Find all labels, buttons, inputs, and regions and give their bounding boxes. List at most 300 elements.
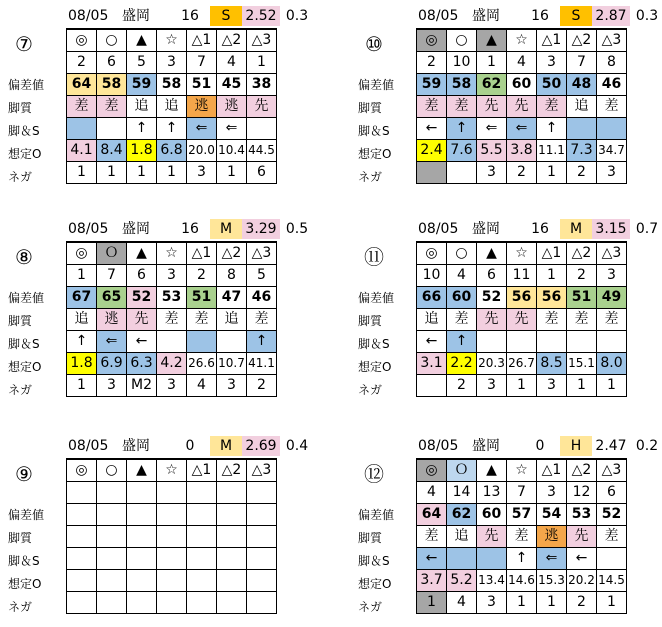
cell-neg: 1 bbox=[217, 162, 247, 184]
cell-style: 差 bbox=[537, 309, 567, 331]
cell-marks: ☆ bbox=[157, 29, 187, 52]
cell-marks: Ｏ bbox=[97, 242, 127, 265]
cell-legs bbox=[157, 331, 187, 353]
cell-neg: 1 bbox=[417, 592, 447, 614]
cell-legs bbox=[247, 118, 277, 140]
cell-odds: 13.4 bbox=[477, 570, 507, 592]
cell-legs bbox=[97, 118, 127, 140]
cell-legs bbox=[97, 548, 127, 570]
race-panel bbox=[6, 4, 316, 192]
header-venue: 盛岡 bbox=[472, 8, 500, 24]
race-panel bbox=[356, 217, 662, 405]
cell-marks: ◎ bbox=[67, 242, 97, 265]
cell-dev: 51 bbox=[187, 74, 217, 96]
cell-style: 追 bbox=[127, 96, 157, 118]
cell-marks: △3 bbox=[597, 242, 627, 265]
cell-legs bbox=[537, 331, 567, 353]
cell-neg: 4 bbox=[187, 375, 217, 397]
cell-style: 先 bbox=[477, 309, 507, 331]
cell-dev: 48 bbox=[567, 74, 597, 96]
cell-neg: 3 bbox=[597, 162, 627, 184]
race-panel bbox=[6, 434, 316, 622]
cell-legs bbox=[247, 548, 277, 570]
cell-nums: 11 bbox=[507, 265, 537, 287]
cell-legs bbox=[447, 548, 477, 570]
row-label: 偏差値 bbox=[358, 78, 395, 92]
cell-style: 差 bbox=[97, 96, 127, 118]
header-date: 08/05 bbox=[68, 438, 109, 454]
cell-neg: 3 bbox=[97, 375, 127, 397]
prediction-table bbox=[416, 458, 627, 614]
cell-legs bbox=[477, 548, 507, 570]
cell-dev: 54 bbox=[537, 504, 567, 526]
header-val1: 2.87 bbox=[592, 6, 630, 26]
cell-nums: 12 bbox=[567, 482, 597, 504]
cell-nums: 1 bbox=[67, 265, 97, 287]
cell-dev: 56 bbox=[507, 287, 537, 309]
panel-header bbox=[6, 4, 316, 28]
cell-marks: ☆ bbox=[507, 242, 537, 265]
cell-legs: ↑ bbox=[127, 118, 157, 140]
cell-marks: ▲ bbox=[477, 459, 507, 482]
cell-dev: 58 bbox=[447, 74, 477, 96]
cell-odds: 1.8 bbox=[127, 140, 157, 162]
header-venue: 盛岡 bbox=[472, 221, 500, 237]
cell-legs bbox=[477, 331, 507, 353]
cell-nums bbox=[67, 482, 97, 504]
cell-neg bbox=[187, 592, 217, 614]
row-label: 偏差値 bbox=[8, 508, 45, 522]
cell-style: 差 bbox=[507, 526, 537, 548]
cell-legs bbox=[187, 331, 217, 353]
cell-style: 逃 bbox=[187, 96, 217, 118]
race-number: ⑪ bbox=[364, 245, 384, 269]
row-label: 脚＆S bbox=[8, 124, 40, 138]
cell-nums: 14 bbox=[447, 482, 477, 504]
cell-dev: 51 bbox=[187, 287, 217, 309]
cell-nums bbox=[247, 482, 277, 504]
cell-marks: ◎ bbox=[67, 29, 97, 52]
cell-nums: 3 bbox=[537, 52, 567, 74]
cell-marks: △3 bbox=[597, 459, 627, 482]
cell-nums: 7 bbox=[187, 52, 217, 74]
cell-neg: 3 bbox=[477, 162, 507, 184]
header-count: 16 bbox=[531, 8, 549, 24]
header-val1: 2.47 bbox=[595, 438, 627, 454]
cell-style: 追 bbox=[67, 309, 97, 331]
cell-style: 差 bbox=[67, 96, 97, 118]
header-date: 08/05 bbox=[68, 221, 109, 237]
cell-odds: 26.7 bbox=[507, 353, 537, 375]
cell-dev: 56 bbox=[537, 287, 567, 309]
cell-nums: 3 bbox=[157, 52, 187, 74]
row-label: 脚＆S bbox=[8, 337, 40, 351]
cell-style: 差 bbox=[187, 309, 217, 331]
cell-odds: 15.3 bbox=[537, 570, 567, 592]
cell-odds: 2.2 bbox=[447, 353, 477, 375]
cell-legs bbox=[157, 548, 187, 570]
cell-odds bbox=[217, 570, 247, 592]
cell-style: 差 bbox=[157, 309, 187, 331]
cell-neg bbox=[127, 592, 157, 614]
cell-dev: 57 bbox=[507, 504, 537, 526]
cell-odds bbox=[97, 570, 127, 592]
cell-nums: 1 bbox=[477, 52, 507, 74]
cell-marks: ▲ bbox=[127, 242, 157, 265]
cell-marks: ☆ bbox=[507, 29, 537, 52]
cell-dev: 59 bbox=[417, 74, 447, 96]
cell-dev: 62 bbox=[447, 504, 477, 526]
row-label: 偏差値 bbox=[8, 291, 45, 305]
cell-dev: 50 bbox=[537, 74, 567, 96]
cell-legs bbox=[507, 331, 537, 353]
cell-odds: 14.5 bbox=[597, 570, 627, 592]
cell-marks: △2 bbox=[217, 459, 247, 482]
cell-legs bbox=[217, 331, 247, 353]
header-val2: 0.3 bbox=[635, 8, 659, 24]
cell-style: 逃 bbox=[217, 96, 247, 118]
prediction-table bbox=[66, 28, 277, 184]
cell-marks: ○ bbox=[447, 242, 477, 265]
header-date: 08/05 bbox=[68, 8, 109, 24]
cell-marks: ○ bbox=[97, 459, 127, 482]
cell-neg: 3 bbox=[157, 375, 187, 397]
cell-odds: 41.1 bbox=[247, 353, 277, 375]
cell-marks: △1 bbox=[187, 242, 217, 265]
cell-style bbox=[217, 526, 247, 548]
header-val1: 2.69 bbox=[242, 436, 280, 456]
cell-style: 差 bbox=[597, 96, 627, 118]
cell-marks: △1 bbox=[187, 29, 217, 52]
cell-nums: 2 bbox=[67, 52, 97, 74]
header-grade: M bbox=[210, 436, 242, 456]
header-grade: H bbox=[560, 436, 592, 456]
cell-marks: △1 bbox=[537, 242, 567, 265]
cell-nums bbox=[127, 482, 157, 504]
cell-nums: 8 bbox=[217, 265, 247, 287]
row-label: 偏差値 bbox=[8, 78, 45, 92]
cell-legs: ↑ bbox=[447, 331, 477, 353]
cell-marks: ○ bbox=[447, 29, 477, 52]
cell-style: 逃 bbox=[537, 526, 567, 548]
cell-odds: 5.5 bbox=[477, 140, 507, 162]
cell-style: 追 bbox=[217, 309, 247, 331]
cell-legs: ↑ bbox=[447, 118, 477, 140]
header-count: 16 bbox=[181, 8, 199, 24]
cell-dev: 52 bbox=[477, 287, 507, 309]
header-grade: M bbox=[560, 219, 592, 239]
cell-dev: 58 bbox=[97, 74, 127, 96]
cell-marks: △3 bbox=[247, 459, 277, 482]
cell-dev: 52 bbox=[127, 287, 157, 309]
cell-neg: 1 bbox=[67, 375, 97, 397]
cell-dev: 53 bbox=[567, 504, 597, 526]
cell-dev bbox=[157, 504, 187, 526]
cell-neg: 4 bbox=[447, 592, 477, 614]
cell-style: 差 bbox=[447, 309, 477, 331]
cell-marks: Ｏ bbox=[447, 459, 477, 482]
cell-style: 先 bbox=[567, 526, 597, 548]
header-venue: 盛岡 bbox=[122, 221, 150, 237]
cell-legs: ← bbox=[417, 118, 447, 140]
cell-legs bbox=[597, 548, 627, 570]
row-label: 偏差値 bbox=[358, 508, 395, 522]
row-label: 想定O bbox=[8, 360, 42, 374]
cell-style bbox=[127, 526, 157, 548]
header-venue: 盛岡 bbox=[472, 438, 500, 454]
race-number: ⑩ bbox=[365, 32, 383, 56]
cell-neg: 6 bbox=[247, 162, 277, 184]
cell-style bbox=[97, 526, 127, 548]
cell-legs: ↑ bbox=[157, 118, 187, 140]
cell-nums: 4 bbox=[417, 482, 447, 504]
cell-dev bbox=[217, 504, 247, 526]
cell-odds bbox=[127, 570, 157, 592]
cell-legs: ⇐ bbox=[477, 118, 507, 140]
cell-dev bbox=[127, 504, 157, 526]
cell-style: 差 bbox=[597, 309, 627, 331]
cell-marks: ▲ bbox=[477, 29, 507, 52]
cell-neg: 2 bbox=[247, 375, 277, 397]
cell-legs: ↑ bbox=[507, 548, 537, 570]
cell-odds: 14.6 bbox=[507, 570, 537, 592]
cell-neg: 3 bbox=[187, 162, 217, 184]
cell-odds: 6.9 bbox=[97, 353, 127, 375]
cell-nums: 2 bbox=[187, 265, 217, 287]
cell-nums: 3 bbox=[597, 265, 627, 287]
row-label: 脚＆S bbox=[358, 124, 390, 138]
row-label: 偏差値 bbox=[358, 291, 395, 305]
cell-style: 差 bbox=[247, 309, 277, 331]
cell-dev bbox=[187, 504, 217, 526]
cell-marks: ☆ bbox=[157, 459, 187, 482]
cell-legs bbox=[127, 548, 157, 570]
cell-style: 先 bbox=[127, 309, 157, 331]
race-number: ⑨ bbox=[15, 462, 33, 486]
row-label: ネガ bbox=[358, 170, 383, 184]
cell-legs bbox=[597, 118, 627, 140]
cell-marks: ◎ bbox=[417, 242, 447, 265]
cell-nums: 6 bbox=[477, 265, 507, 287]
cell-style: 追 bbox=[567, 96, 597, 118]
prediction-table bbox=[66, 241, 277, 397]
cell-style: 追 bbox=[417, 309, 447, 331]
cell-neg: 2 bbox=[447, 375, 477, 397]
cell-odds: 4.1 bbox=[67, 140, 97, 162]
cell-marks: ◎ bbox=[417, 29, 447, 52]
cell-nums: 6 bbox=[127, 265, 157, 287]
cell-neg: 3 bbox=[537, 375, 567, 397]
cell-odds: 20.3 bbox=[477, 353, 507, 375]
cell-dev: 60 bbox=[507, 74, 537, 96]
cell-style: 追 bbox=[447, 526, 477, 548]
cell-odds: 2.4 bbox=[417, 140, 447, 162]
cell-style bbox=[157, 526, 187, 548]
cell-neg: 1 bbox=[597, 592, 627, 614]
cell-dev: 49 bbox=[597, 287, 627, 309]
cell-style bbox=[67, 526, 97, 548]
cell-neg: 1 bbox=[127, 162, 157, 184]
cell-dev bbox=[97, 504, 127, 526]
prediction-table bbox=[66, 458, 277, 614]
panel-header bbox=[356, 434, 662, 458]
cell-nums: 8 bbox=[597, 52, 627, 74]
cell-neg: 2 bbox=[567, 592, 597, 614]
cell-neg: M2 bbox=[127, 375, 157, 397]
cell-legs bbox=[67, 118, 97, 140]
cell-odds: 6.3 bbox=[127, 353, 157, 375]
cell-legs: ← bbox=[417, 331, 447, 353]
cell-dev bbox=[67, 504, 97, 526]
cell-nums: 6 bbox=[597, 482, 627, 504]
header-venue: 盛岡 bbox=[122, 8, 150, 24]
cell-dev: 53 bbox=[157, 287, 187, 309]
cell-odds: 10.7 bbox=[217, 353, 247, 375]
cell-legs: ← bbox=[127, 331, 157, 353]
row-label: 想定O bbox=[358, 147, 392, 161]
cell-odds: 8.0 bbox=[597, 353, 627, 375]
cell-style: 差 bbox=[537, 96, 567, 118]
cell-odds: 7.6 bbox=[447, 140, 477, 162]
cell-dev: 38 bbox=[247, 74, 277, 96]
cell-legs bbox=[187, 548, 217, 570]
cell-neg: 1 bbox=[97, 162, 127, 184]
cell-legs: ↑ bbox=[537, 118, 567, 140]
cell-legs bbox=[597, 331, 627, 353]
header-count: 0 bbox=[185, 438, 195, 454]
cell-legs bbox=[217, 548, 247, 570]
cell-odds: 7.3 bbox=[567, 140, 597, 162]
cell-marks: △2 bbox=[567, 459, 597, 482]
cell-nums: 7 bbox=[567, 52, 597, 74]
cell-nums: 10 bbox=[447, 52, 477, 74]
header-count: 16 bbox=[181, 221, 199, 237]
cell-odds bbox=[157, 570, 187, 592]
cell-legs: ↑ bbox=[67, 331, 97, 353]
panel-header bbox=[6, 217, 316, 241]
cell-dev: 46 bbox=[247, 287, 277, 309]
cell-marks: △1 bbox=[537, 29, 567, 52]
cell-marks: △3 bbox=[247, 242, 277, 265]
cell-odds: 1.8 bbox=[67, 353, 97, 375]
cell-odds: 34.7 bbox=[597, 140, 627, 162]
cell-neg: 1 bbox=[537, 162, 567, 184]
cell-odds: 3.8 bbox=[507, 140, 537, 162]
cell-style: 差 bbox=[417, 526, 447, 548]
cell-nums bbox=[97, 482, 127, 504]
cell-neg: 2 bbox=[567, 162, 597, 184]
cell-style: 追 bbox=[157, 96, 187, 118]
cell-marks: ◎ bbox=[417, 459, 447, 482]
cell-neg bbox=[447, 162, 477, 184]
header-val2: 0.2 bbox=[635, 438, 659, 454]
cell-style bbox=[247, 526, 277, 548]
cell-neg: 1 bbox=[507, 592, 537, 614]
cell-style: 先 bbox=[507, 309, 537, 331]
header-grade: S bbox=[210, 6, 242, 26]
cell-marks: △1 bbox=[537, 459, 567, 482]
cell-neg: 1 bbox=[597, 375, 627, 397]
cell-nums: 4 bbox=[447, 265, 477, 287]
header-venue: 盛岡 bbox=[122, 438, 150, 454]
header-val2: 0.3 bbox=[285, 8, 309, 24]
cell-nums: 4 bbox=[507, 52, 537, 74]
cell-legs: ⇐ bbox=[507, 118, 537, 140]
cell-nums: 5 bbox=[247, 265, 277, 287]
cell-odds: 3.1 bbox=[417, 353, 447, 375]
row-label: ネガ bbox=[8, 600, 33, 614]
cell-marks: ◎ bbox=[67, 459, 97, 482]
row-label: ネガ bbox=[358, 383, 383, 397]
cell-odds: 8.4 bbox=[97, 140, 127, 162]
panel-header bbox=[6, 434, 316, 458]
cell-odds: 10.4 bbox=[217, 140, 247, 162]
cell-neg bbox=[417, 375, 447, 397]
cell-marks: ▲ bbox=[127, 29, 157, 52]
cell-nums bbox=[187, 482, 217, 504]
cell-odds: 44.5 bbox=[247, 140, 277, 162]
cell-neg: 2 bbox=[507, 162, 537, 184]
cell-dev: 62 bbox=[477, 74, 507, 96]
row-label: 脚質 bbox=[358, 101, 383, 115]
cell-neg: 1 bbox=[507, 375, 537, 397]
row-label: 想定O bbox=[358, 577, 392, 591]
cell-style: 逃 bbox=[97, 309, 127, 331]
cell-neg bbox=[417, 162, 447, 184]
cell-odds bbox=[247, 570, 277, 592]
cell-marks: ▲ bbox=[477, 242, 507, 265]
panel-header bbox=[356, 4, 662, 28]
cell-nums: 1 bbox=[537, 265, 567, 287]
cell-dev: 45 bbox=[217, 74, 247, 96]
race-panel bbox=[6, 217, 316, 405]
cell-neg: 1 bbox=[157, 162, 187, 184]
header-date: 08/05 bbox=[418, 8, 459, 24]
cell-odds bbox=[67, 570, 97, 592]
row-label: 脚質 bbox=[8, 531, 33, 545]
cell-odds: 5.2 bbox=[447, 570, 477, 592]
cell-dev: 60 bbox=[477, 504, 507, 526]
cell-neg bbox=[217, 592, 247, 614]
cell-legs bbox=[567, 118, 597, 140]
header-val2: 0.5 bbox=[285, 221, 309, 237]
cell-style: 先 bbox=[477, 526, 507, 548]
row-label: 脚質 bbox=[358, 531, 383, 545]
cell-neg: 1 bbox=[567, 375, 597, 397]
cell-style: 差 bbox=[447, 96, 477, 118]
cell-legs: ⇐ bbox=[97, 331, 127, 353]
cell-dev: 60 bbox=[447, 287, 477, 309]
cell-dev: 47 bbox=[217, 287, 247, 309]
cell-nums: 6 bbox=[97, 52, 127, 74]
cell-dev bbox=[247, 504, 277, 526]
cell-nums: 1 bbox=[247, 52, 277, 74]
cell-style: 差 bbox=[597, 526, 627, 548]
cell-marks: ☆ bbox=[157, 242, 187, 265]
cell-legs: ← bbox=[567, 548, 597, 570]
cell-style: 先 bbox=[247, 96, 277, 118]
cell-dev: 58 bbox=[157, 74, 187, 96]
cell-legs: ⇐ bbox=[537, 548, 567, 570]
cell-neg bbox=[67, 592, 97, 614]
header-val2: 0.7 bbox=[635, 221, 659, 237]
prediction-table bbox=[416, 241, 627, 397]
cell-neg: 3 bbox=[477, 592, 507, 614]
race-number: ⑦ bbox=[15, 32, 33, 56]
row-label: 脚質 bbox=[8, 101, 33, 115]
cell-neg: 1 bbox=[537, 592, 567, 614]
row-label: 想定O bbox=[358, 360, 392, 374]
